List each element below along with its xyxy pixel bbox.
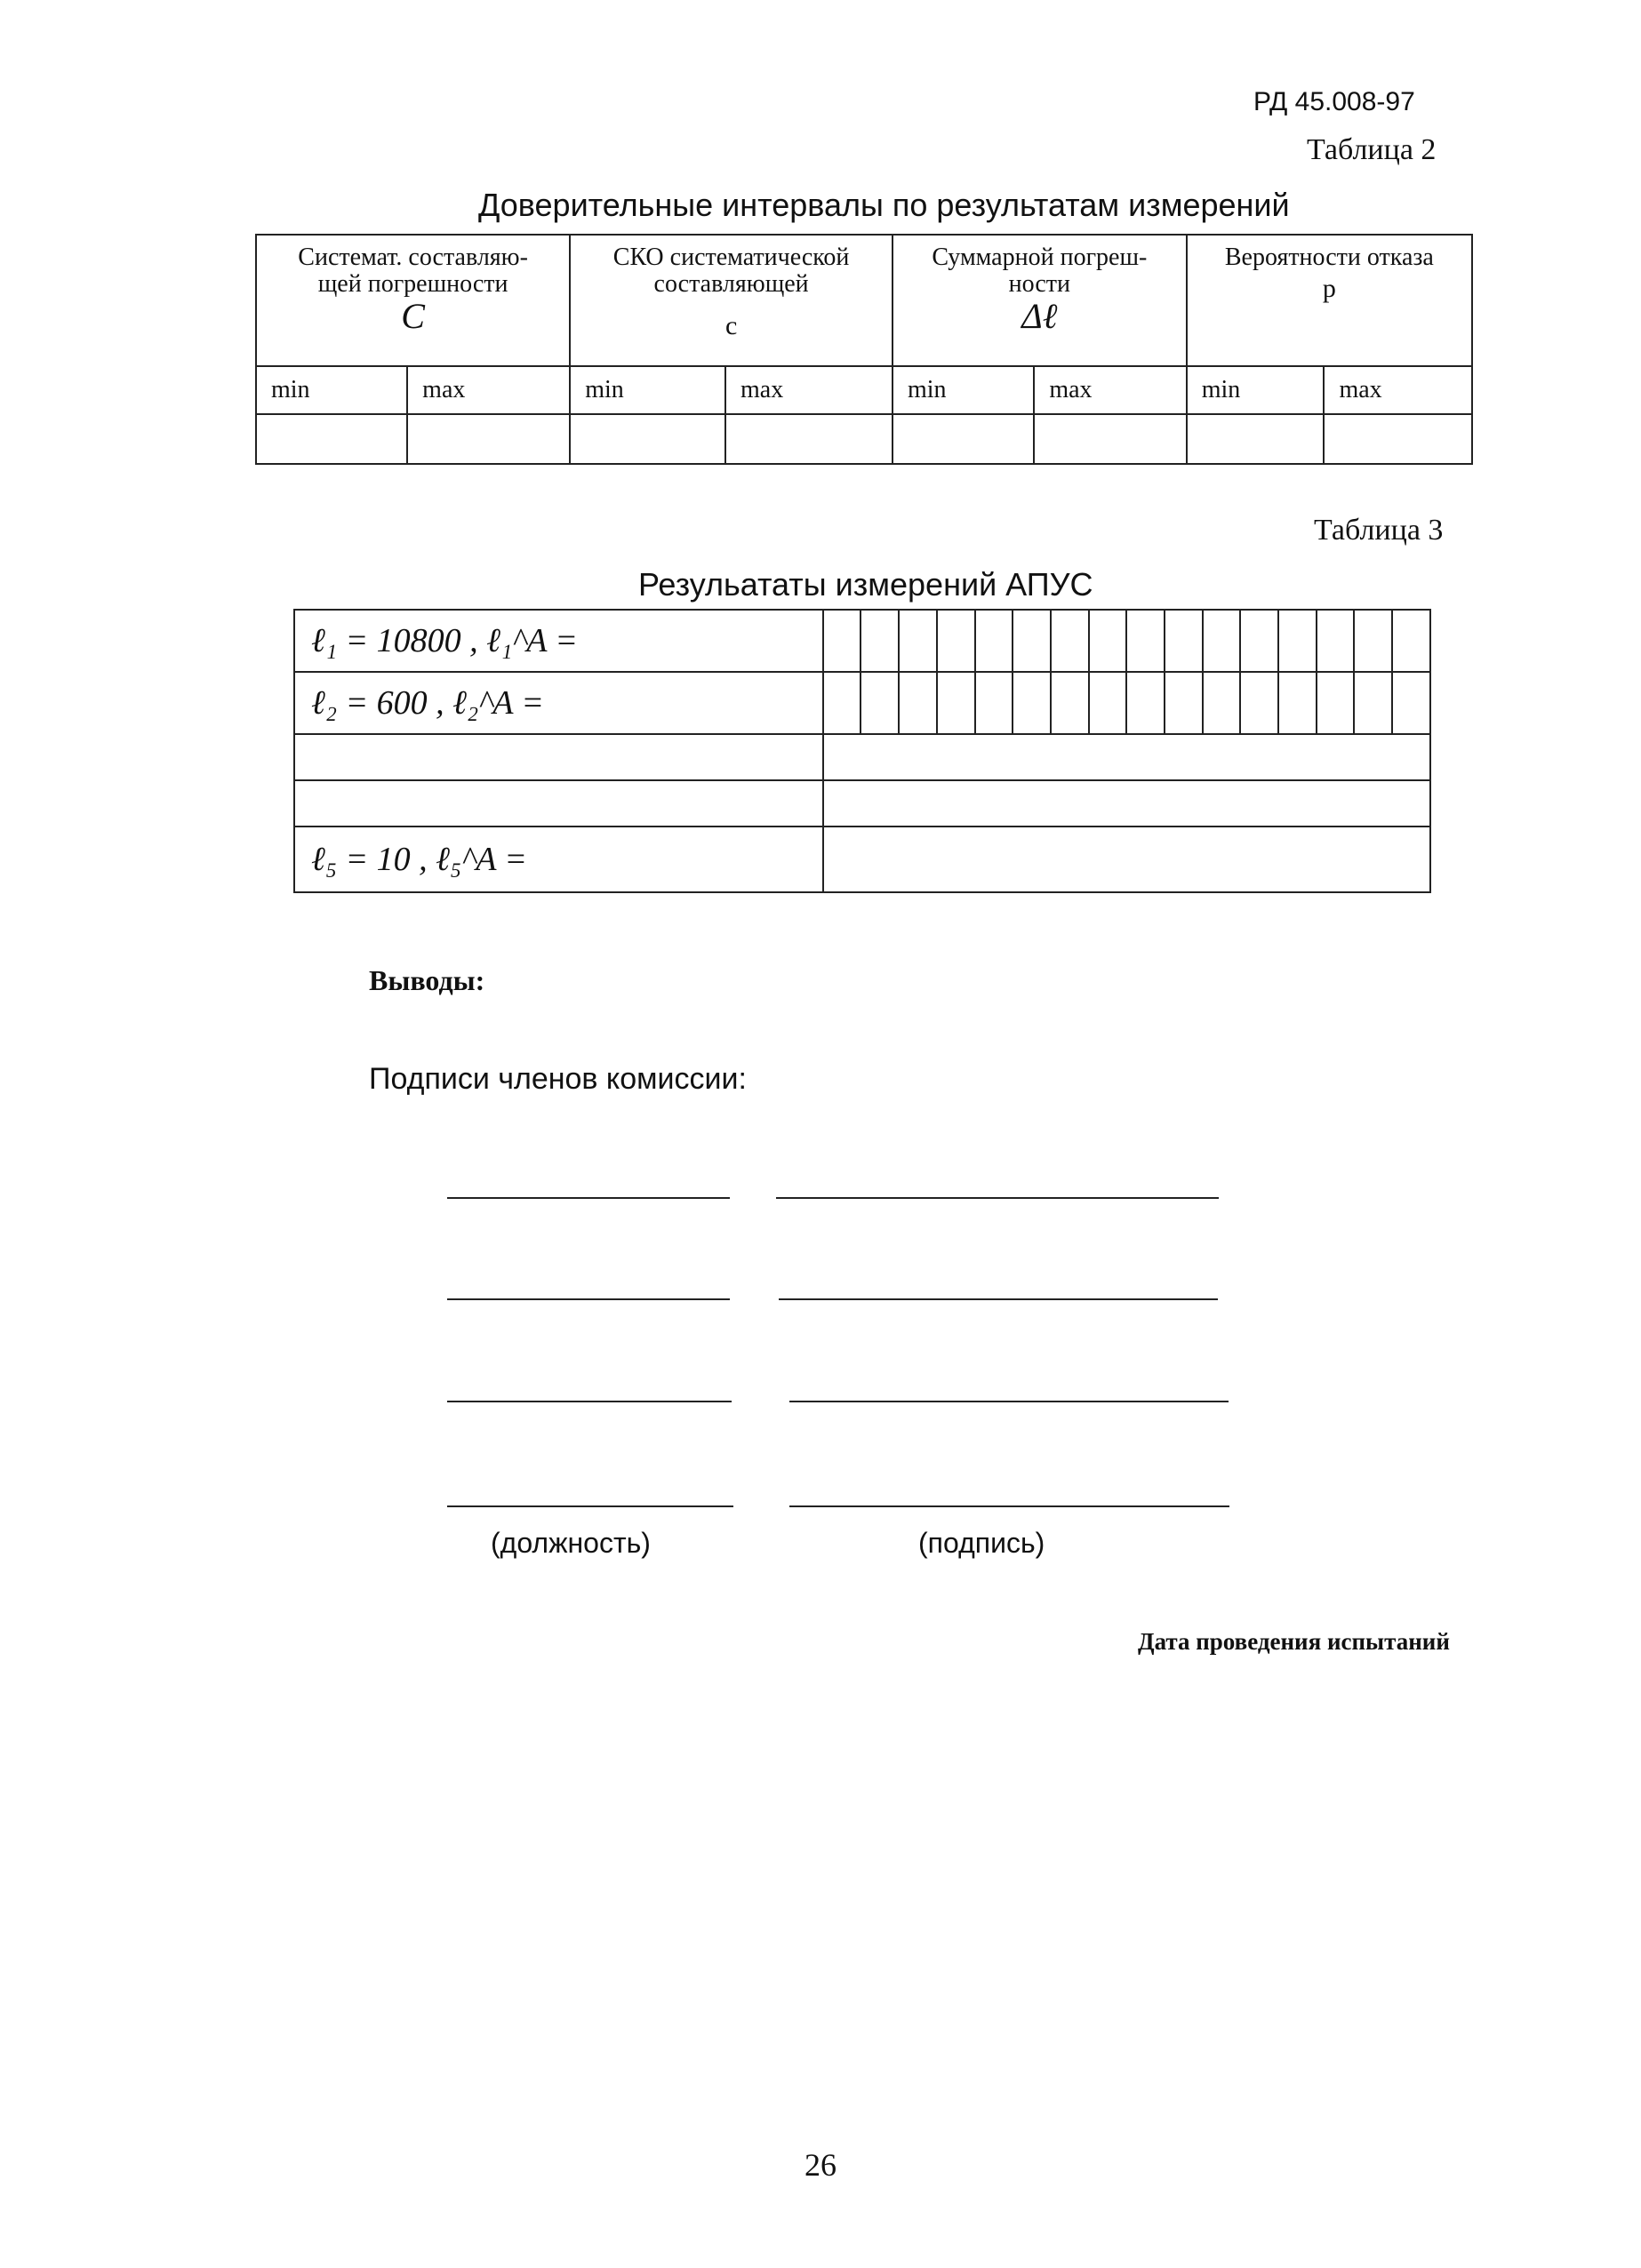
signatures-heading: Подписи членов комиссии: — [369, 1062, 747, 1096]
result-cell[interactable] — [1317, 610, 1355, 672]
col-header-sko: СКО систематической составляющей c — [570, 235, 893, 366]
subheader-max: max — [725, 366, 893, 414]
value-cell[interactable] — [1187, 414, 1325, 464]
table3-title: Резульататы измерений АПУС — [638, 566, 1093, 603]
result-cell[interactable] — [937, 610, 975, 672]
signature-line[interactable] — [789, 1401, 1229, 1402]
table2-title: Доверительные интервалы по результатам измерений — [478, 187, 1290, 223]
result-cell[interactable] — [823, 672, 861, 734]
result-cell[interactable] — [1354, 610, 1392, 672]
result-cell[interactable] — [823, 610, 861, 672]
value-cell[interactable] — [725, 414, 893, 464]
result-cell[interactable] — [1089, 672, 1127, 734]
result-cell[interactable] — [1126, 672, 1165, 734]
result-cell[interactable] — [1317, 672, 1355, 734]
symbol-c-lower: c — [724, 311, 738, 340]
subheader-min: min — [570, 366, 725, 414]
value-cell[interactable] — [407, 414, 570, 464]
result-cell[interactable] — [1278, 610, 1317, 672]
col-header-failure-prob: Вероятности отказа p — [1187, 235, 1472, 366]
row-label-blank — [294, 780, 823, 827]
confidence-intervals-table — [255, 234, 1473, 465]
result-cell[interactable] — [899, 672, 937, 734]
signature-caption: (подпись) — [918, 1527, 1045, 1559]
document-number: РД 45.008-97 — [1253, 87, 1415, 116]
test-date-label: Дата проведения испытаний — [1138, 1628, 1450, 1655]
result-cell[interactable] — [1278, 672, 1317, 734]
conclusions-label: Выводы: — [369, 964, 485, 996]
result-cell[interactable] — [1392, 672, 1430, 734]
result-cell[interactable] — [861, 672, 899, 734]
result-cell[interactable] — [861, 610, 899, 672]
position-line[interactable] — [447, 1298, 730, 1300]
result-cell[interactable] — [975, 672, 1013, 734]
result-cell[interactable] — [1392, 610, 1430, 672]
result-cell[interactable] — [1089, 610, 1127, 672]
subheader-max: max — [1034, 366, 1186, 414]
position-caption: (должность) — [491, 1527, 651, 1559]
subheader-max: max — [407, 366, 570, 414]
position-line[interactable] — [447, 1505, 733, 1507]
value-cell[interactable] — [1034, 414, 1186, 464]
col-header-systematic: Системат. составляю- щей погрешности C — [256, 235, 570, 366]
value-cell[interactable] — [1324, 414, 1472, 464]
result-cell[interactable] — [1165, 610, 1203, 672]
value-cell[interactable] — [256, 414, 407, 464]
result-cell[interactable] — [1126, 610, 1165, 672]
col-header-total-error: Суммарной погреш- ности Δℓ — [893, 235, 1187, 366]
result-cell-wide[interactable] — [823, 780, 1430, 827]
value-cell[interactable] — [570, 414, 725, 464]
result-cell-wide[interactable] — [823, 827, 1430, 892]
result-cell[interactable] — [937, 672, 975, 734]
symbol-delta-l: Δℓ — [1021, 296, 1058, 336]
subheader-min: min — [1187, 366, 1325, 414]
position-line[interactable] — [447, 1197, 730, 1199]
signature-line[interactable] — [776, 1197, 1219, 1199]
result-cell[interactable] — [1354, 672, 1392, 734]
subheader-min: min — [256, 366, 407, 414]
result-cell[interactable] — [1203, 610, 1241, 672]
value-cell[interactable] — [893, 414, 1034, 464]
result-cell[interactable] — [899, 610, 937, 672]
position-line[interactable] — [447, 1401, 732, 1402]
row-label-l5: ℓ₅ = 10 , ℓ₅^A = — [294, 827, 823, 892]
result-cell[interactable] — [975, 610, 1013, 672]
result-cell[interactable] — [1165, 672, 1203, 734]
result-cell[interactable] — [1013, 672, 1051, 734]
result-cell[interactable] — [1240, 672, 1278, 734]
subheader-min: min — [893, 366, 1034, 414]
symbol-p: p — [1322, 274, 1336, 303]
table2-label: Таблица 2 — [1307, 133, 1437, 166]
signature-line[interactable] — [779, 1298, 1218, 1300]
row-label-l2: ℓ₂ = 600 , ℓ₂^A = — [294, 672, 823, 734]
result-cell[interactable] — [1051, 610, 1089, 672]
table3-label: Таблица 3 — [1314, 514, 1444, 547]
result-cell[interactable] — [1051, 672, 1089, 734]
result-cell-wide[interactable] — [823, 734, 1430, 780]
page-number: 26 — [804, 2147, 837, 2183]
result-cell[interactable] — [1013, 610, 1051, 672]
apus-results-table — [293, 609, 1431, 893]
row-label-l1: ℓ₁ = 10800 , ℓ₁^A = — [294, 610, 823, 672]
result-cell[interactable] — [1203, 672, 1241, 734]
row-label-blank — [294, 734, 823, 780]
result-cell[interactable] — [1240, 610, 1278, 672]
signature-line[interactable] — [789, 1505, 1229, 1507]
subheader-max: max — [1324, 366, 1472, 414]
symbol-c-upper: C — [401, 296, 425, 336]
